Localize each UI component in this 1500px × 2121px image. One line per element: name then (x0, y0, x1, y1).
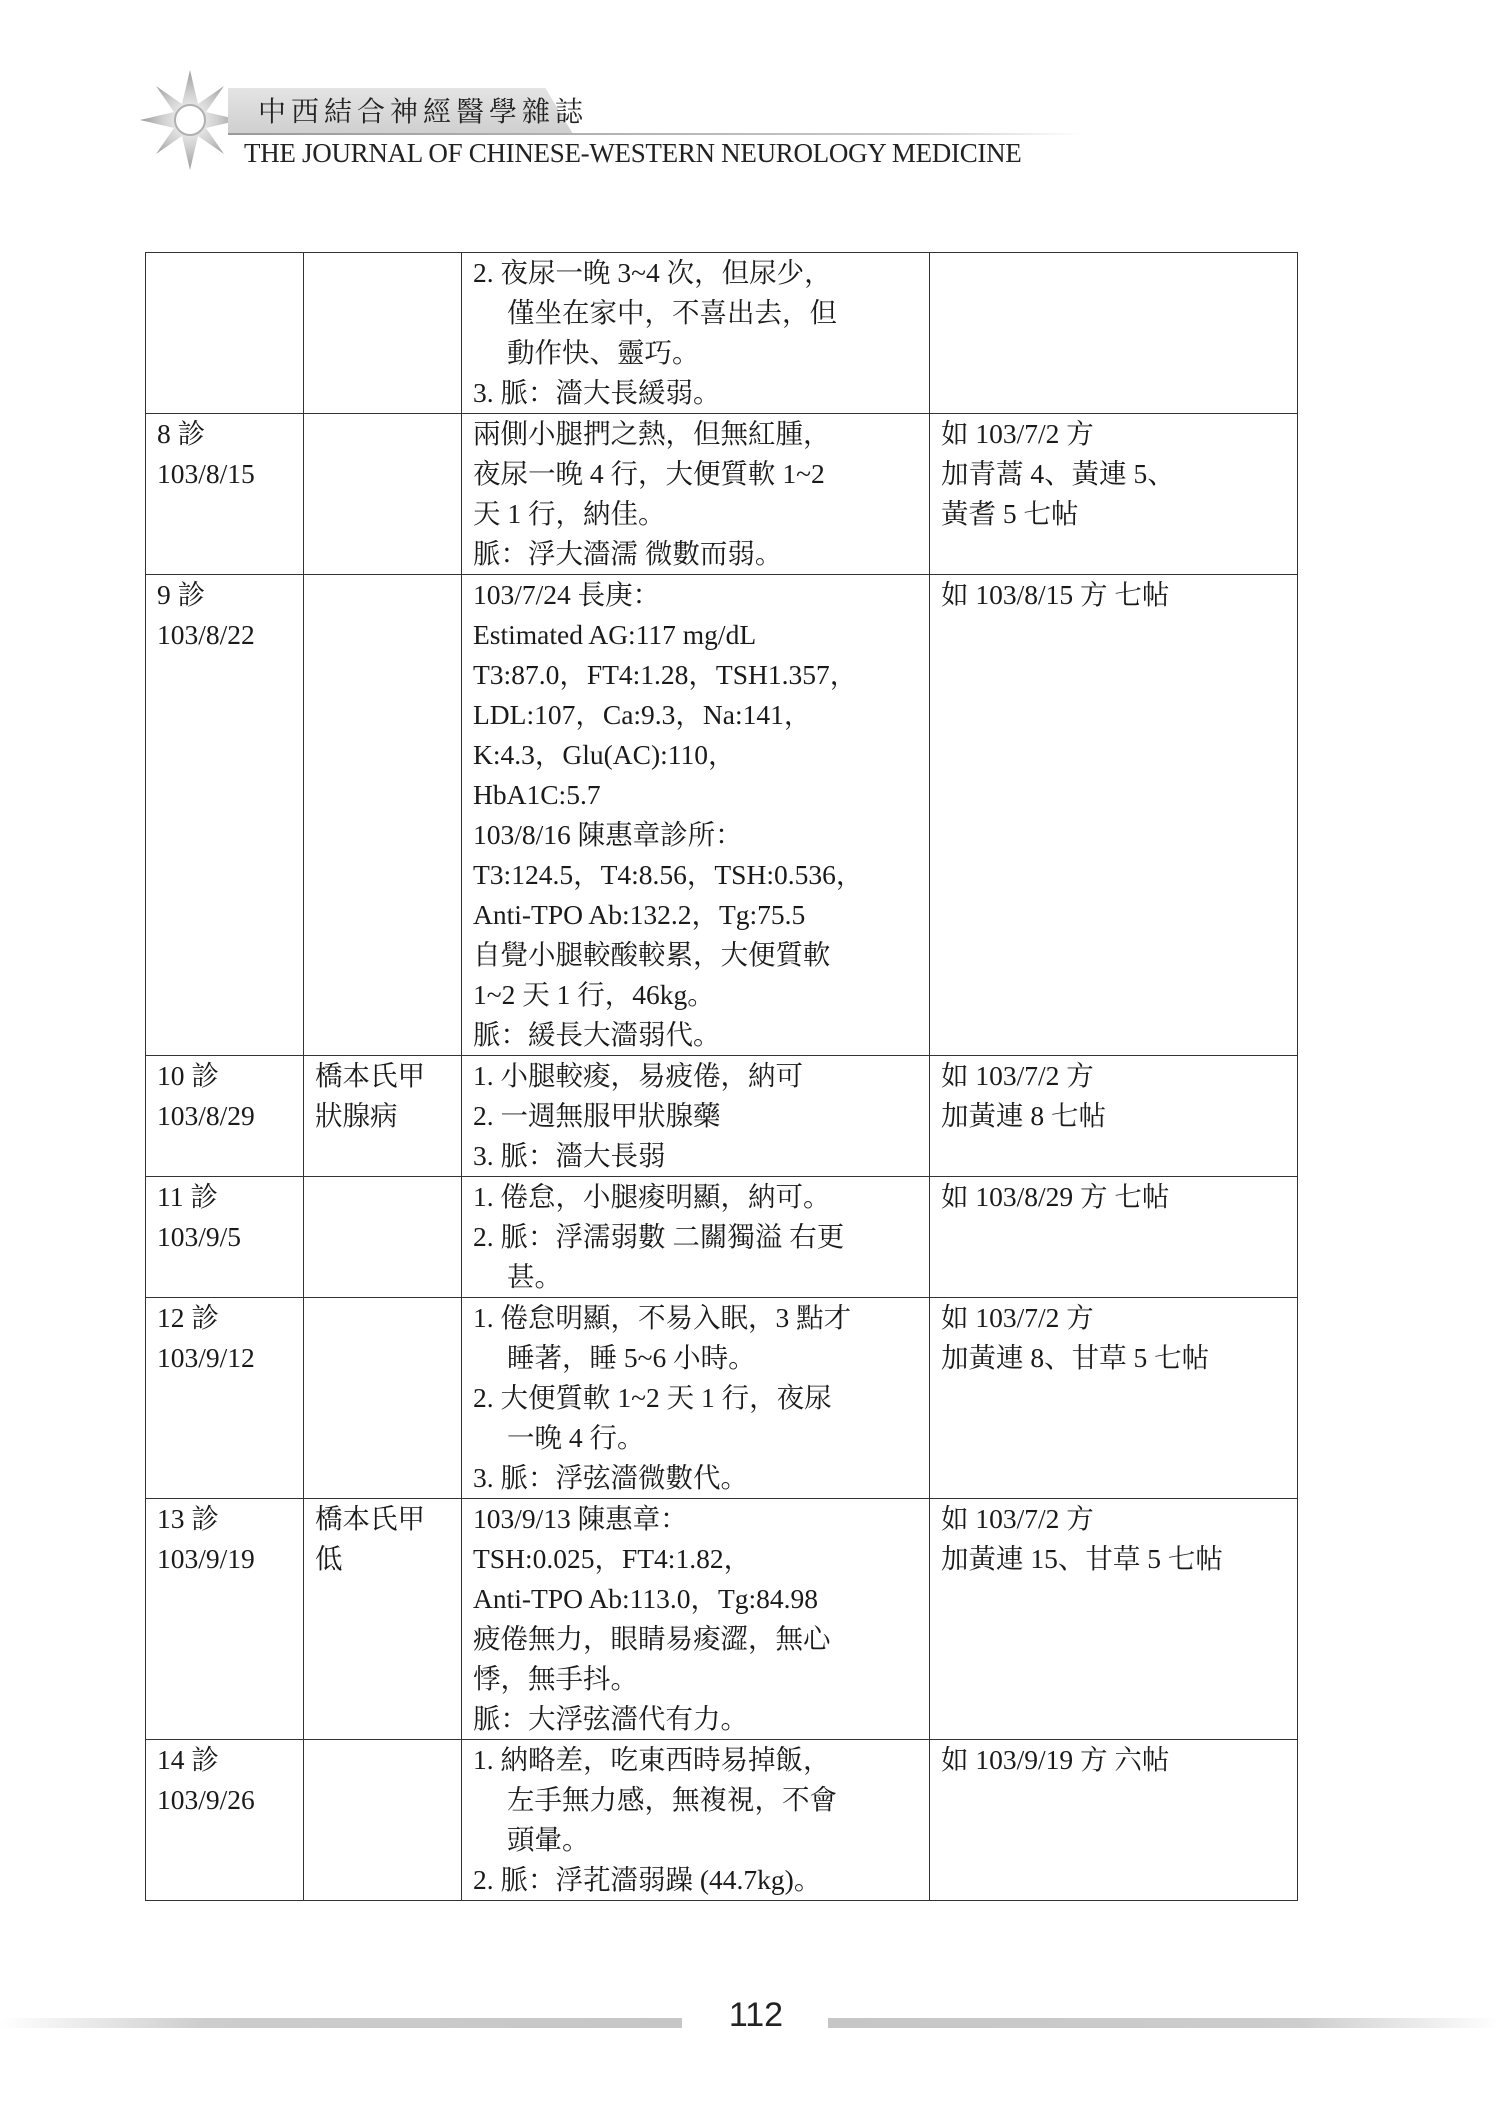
visit-line: 103/8/29 (157, 1100, 255, 1131)
visit-line: 12 診 (157, 1302, 219, 1333)
visit-line: 103/9/12 (157, 1342, 255, 1373)
findings-line: 2. 夜尿一晚 3~4 次，但尿少， (473, 257, 832, 288)
findings-line: 左手無力感，無複視，不會 (507, 1784, 837, 1815)
findings-cell (462, 1177, 930, 1298)
prescription-line: 黃耆 5 七帖 (941, 498, 1079, 529)
findings-line: 103/8/16 陳惠章診所： (473, 819, 743, 850)
findings-cell (462, 575, 930, 1056)
header-rule (228, 133, 1083, 135)
findings-line: 動作快、靈巧。 (507, 337, 700, 368)
visit-cell (146, 1177, 304, 1298)
prescription-line: 如 103/9/19 方 六帖 (941, 1744, 1170, 1775)
findings-cell (462, 1740, 930, 1901)
findings-line: 1~2 天 1 行，46kg。 (473, 979, 715, 1010)
visit-line: 103/9/5 (157, 1221, 242, 1252)
diagnosis-cell (304, 253, 462, 414)
findings-line: 自覺小腿較酸較累，大便質軟 (473, 939, 831, 970)
prescription-line: 加黃連 15、甘草 5 七帖 (941, 1543, 1223, 1574)
findings-line: 3. 脈：浮弦濇微數代。 (473, 1462, 748, 1493)
visit-cell (146, 414, 304, 575)
findings-cell (462, 1298, 930, 1499)
findings-line: Anti-TPO Ab:113.0，Tg:84.98 (473, 1583, 819, 1614)
visit-line: 103/8/22 (157, 619, 255, 650)
findings-line: 脈：浮大濇濡 微數而弱。 (473, 538, 783, 569)
page-number: 112 (728, 1996, 784, 2034)
findings-line: 1. 納略差，吃東西時易掉飯， (473, 1744, 831, 1775)
case-visit-table (145, 252, 1298, 1901)
visit-line: 11 診 (157, 1181, 218, 1212)
findings-line: 2. 一週無服甲狀腺藥 (473, 1100, 721, 1131)
findings-line: LDL:107，Ca:9.3，Na:141， (473, 699, 812, 730)
prescription-cell (930, 1740, 1298, 1901)
findings-line: 1. 倦怠明顯，不易入眠，3 點才 (473, 1302, 852, 1333)
findings-line: T3:87.0，FT4:1.28，TSH1.357， (473, 659, 858, 690)
table-row (146, 1499, 1298, 1740)
findings-line: 3. 脈：濇大長緩弱。 (473, 377, 721, 408)
findings-line: 一晚 4 行。 (507, 1422, 645, 1453)
prescription-line: 如 103/7/2 方 (941, 1302, 1094, 1333)
table-row (146, 575, 1298, 1056)
prescription-line: 如 103/7/2 方 (941, 1503, 1094, 1534)
diagnosis-cell (304, 1298, 462, 1499)
findings-line: 1. 小腿較痠，易疲倦，納可 (473, 1060, 803, 1091)
diagnosis-cell (304, 414, 462, 575)
visit-cell (146, 1499, 304, 1740)
prescription-cell (930, 575, 1298, 1056)
findings-line: Estimated AG:117 mg/dL (473, 619, 757, 650)
findings-line: 103/7/24 長庚： (473, 579, 661, 610)
findings-line: 夜尿一晚 4 行，大便質軟 1~2 (473, 458, 825, 489)
prescription-cell (930, 1499, 1298, 1740)
table-row (146, 1298, 1298, 1499)
findings-cell (462, 1499, 930, 1740)
table-row (146, 253, 1298, 414)
prescription-cell (930, 1177, 1298, 1298)
findings-line: 天 1 行，納佳。 (473, 498, 666, 529)
diagnosis-line: 橋本氏甲 (315, 1503, 425, 1534)
journal-star-logo-icon (140, 70, 240, 170)
visit-cell (146, 1298, 304, 1499)
table-body (146, 253, 1298, 1901)
prescription-line: 加黃連 8 七帖 (941, 1100, 1106, 1131)
findings-line: 睡著，睡 5~6 小時。 (507, 1342, 756, 1373)
findings-line: 脈：緩長大濇弱代。 (473, 1019, 721, 1050)
diagnosis-cell (304, 1177, 462, 1298)
findings-line: Anti-TPO Ab:132.2，Tg:75.5 (473, 899, 806, 930)
prescription-cell (930, 253, 1298, 414)
findings-line: 2. 大便質軟 1~2 天 1 行，夜尿 (473, 1382, 832, 1413)
prescription-line: 加黃連 8、甘草 5 七帖 (941, 1342, 1210, 1373)
findings-line: 頭暈。 (507, 1824, 590, 1855)
findings-line: HbA1C:5.7 (473, 779, 601, 810)
findings-cell (462, 253, 930, 414)
findings-line: 甚。 (507, 1261, 562, 1292)
diagnosis-line: 橋本氏甲 (315, 1060, 425, 1091)
table-row (146, 414, 1298, 575)
findings-line: 僅坐在家中，不喜出去，但 (507, 297, 837, 328)
prescription-cell (930, 1056, 1298, 1177)
visit-cell (146, 1740, 304, 1901)
findings-line: T3:124.5，T4:8.56，TSH:0.536， (473, 859, 864, 890)
visit-line: 103/9/26 (157, 1784, 255, 1815)
findings-line: 疲倦無力，眼睛易痠澀，無心 (473, 1623, 831, 1654)
prescription-line: 如 103/7/2 方 (941, 1060, 1094, 1091)
prescription-line: 如 103/8/29 方 七帖 (941, 1181, 1170, 1212)
visit-cell (146, 253, 304, 414)
diagnosis-cell (304, 1499, 462, 1740)
visit-line: 103/8/15 (157, 458, 255, 489)
diagnosis-line: 狀腺病 (315, 1100, 398, 1131)
findings-line: TSH:0.025，FT4:1.82， (473, 1543, 752, 1574)
visit-line: 14 診 (157, 1744, 219, 1775)
findings-line: K:4.3，Glu(AC):110， (473, 739, 736, 770)
findings-line: 103/9/13 陳惠章： (473, 1503, 688, 1534)
visit-cell (146, 575, 304, 1056)
prescription-line: 如 103/8/15 方 七帖 (941, 579, 1170, 610)
table-row (146, 1177, 1298, 1298)
visit-line: 13 診 (157, 1503, 219, 1534)
journal-title-chinese: 中西結合神經醫學雜誌 (258, 95, 589, 128)
findings-line: 兩側小腿捫之熱，但無紅腫， (473, 418, 831, 449)
footer-bar-left (0, 2018, 682, 2028)
prescription-line: 加青蒿 4、黃連 5、 (941, 458, 1175, 489)
table-row (146, 1740, 1298, 1901)
prescription-cell (930, 414, 1298, 575)
visit-line: 103/9/19 (157, 1543, 255, 1574)
table-row (146, 1056, 1298, 1177)
findings-line: 2. 脈：浮芤濇弱躁 (44.7kg)。 (473, 1864, 822, 1895)
findings-cell (462, 1056, 930, 1177)
journal-title-english: THE JOURNAL OF CHINESE-WESTERN NEUROLOGY MEDICINE (244, 138, 1022, 168)
diagnosis-cell (304, 575, 462, 1056)
visit-cell (146, 1056, 304, 1177)
prescription-line: 如 103/7/2 方 (941, 418, 1094, 449)
prescription-cell (930, 1298, 1298, 1499)
diagnosis-line: 低 (315, 1543, 343, 1574)
footer-bar-right (828, 2018, 1500, 2028)
visit-line: 10 診 (157, 1060, 219, 1091)
findings-line: 2. 脈：浮濡弱數 二關獨溢 右更 (473, 1221, 845, 1252)
findings-line: 3. 脈：濇大長弱 (473, 1140, 666, 1171)
visit-line: 9 診 (157, 579, 206, 610)
visit-line: 8 診 (157, 418, 206, 449)
findings-line: 悸，無手抖。 (473, 1663, 638, 1694)
diagnosis-cell (304, 1056, 462, 1177)
findings-line: 脈：大浮弦濇代有力。 (473, 1703, 748, 1734)
findings-cell (462, 414, 930, 575)
findings-line: 1. 倦怠，小腿痠明顯，納可。 (473, 1181, 831, 1212)
diagnosis-cell (304, 1740, 462, 1901)
